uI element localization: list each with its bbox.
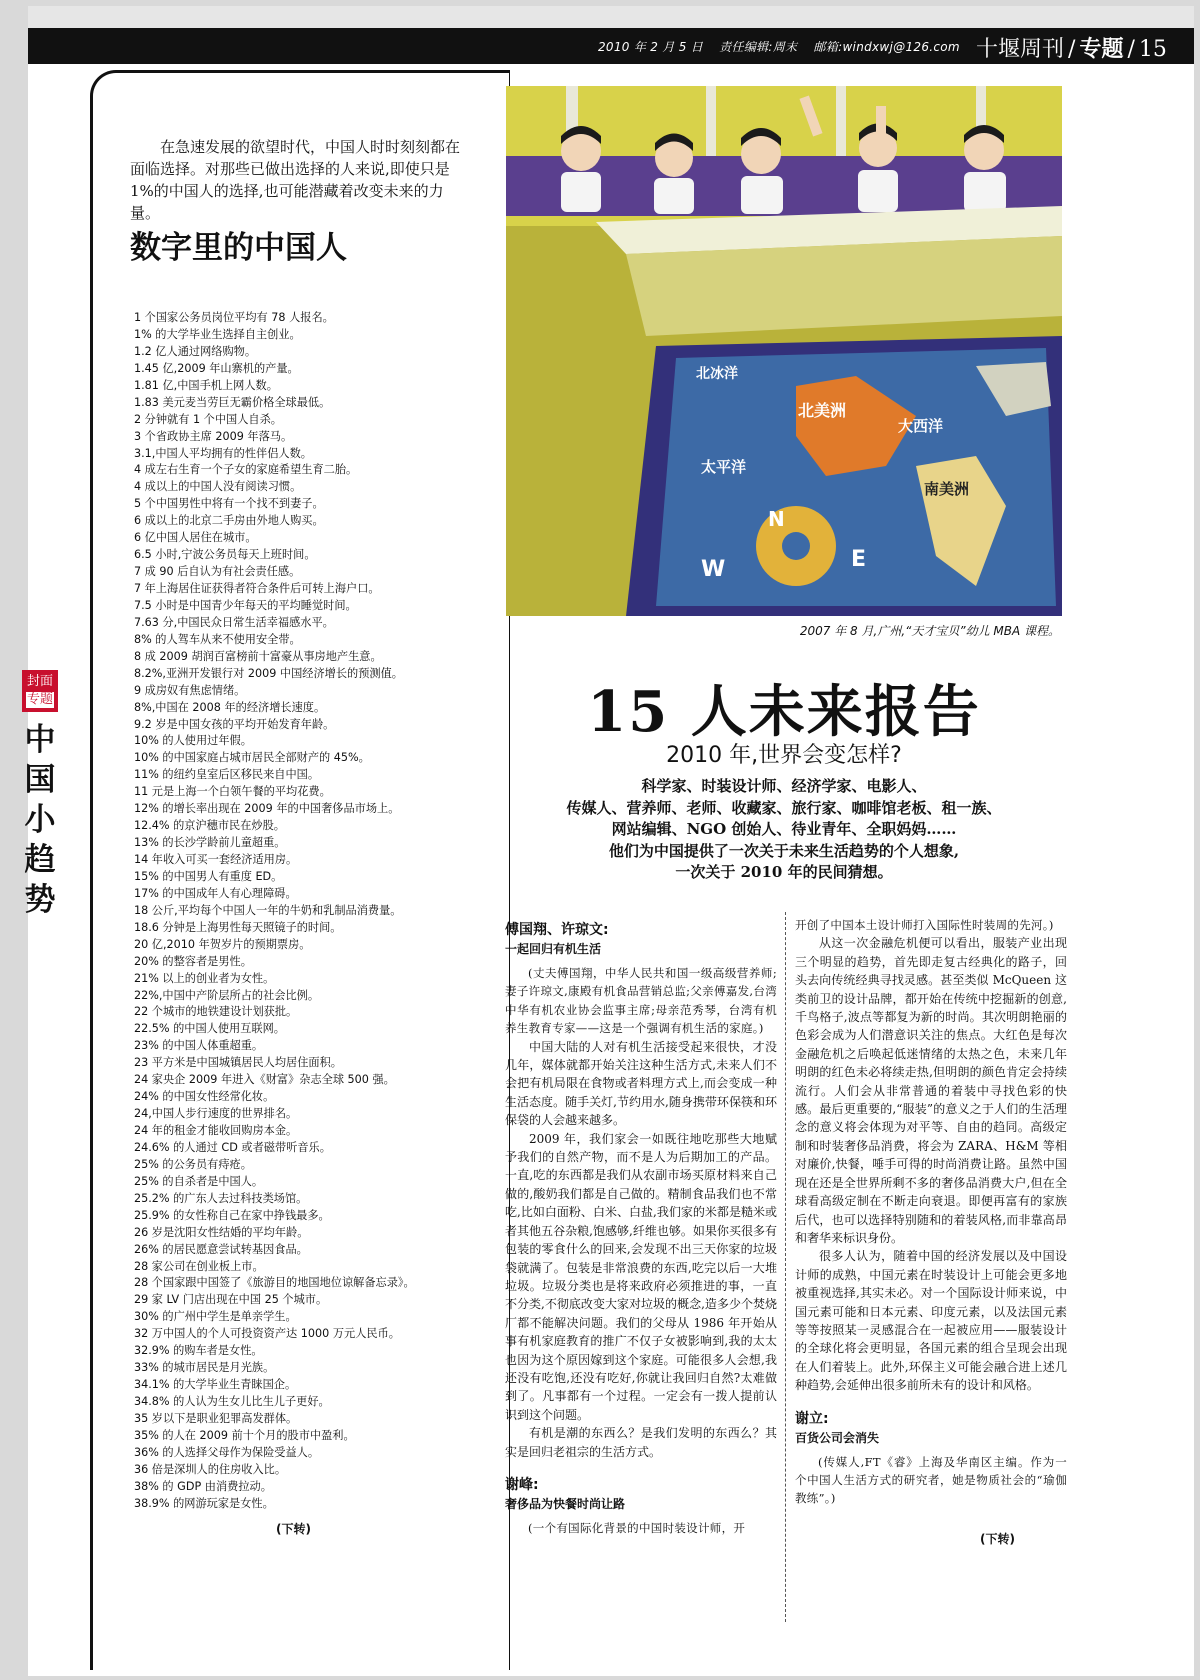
stat-item: 25.9% 的女性称自己在家中挣钱最多。 (134, 1208, 330, 1222)
classroom-photo-illustration (506, 86, 1062, 616)
stat-item: 4 成以上的中国人没有阅读习惯。 (134, 480, 302, 494)
stat-item: 6 亿中国人居住在城市。 (134, 531, 257, 545)
top-margin-strip (28, 6, 1194, 28)
stat-item: 11 元是上海一个白领午餐的平均花费。 (134, 785, 331, 799)
stat-item: 6.5 小时,宁波公务员每天上班时间。 (134, 548, 316, 562)
stat-item: 17% 的中国成年人有心理障碍。 (134, 886, 297, 900)
spacer (505, 1461, 777, 1475)
stat-item: 25% 的公务员有痔疮。 (134, 1157, 252, 1171)
stat-item: 4 成左右生育一个子女的家庭希望生育二胎。 (134, 463, 358, 477)
stat-item: 8% 的人驾车从来不使用安全带。 (134, 632, 301, 646)
author-name: 谢立: (795, 1410, 829, 1427)
stat-item: 11% 的纽约皇室后区移民来自中国。 (134, 768, 320, 782)
compass-e: E (851, 547, 867, 572)
stat-item: 35 岁以下是职业犯罪高发群体。 (134, 1411, 298, 1425)
issue-date: 2010 年 2 月 5 日 (598, 40, 704, 54)
author-topic: 奢侈品为快餐时尚让路 (505, 1496, 626, 1511)
magazine-name: 十堰周刊 (976, 37, 1065, 62)
stat-item: 22.5% 的中国人使用互联网。 (134, 1022, 285, 1036)
stat-item: 1 个国家公务员岗位平均有 78 人报名。 (134, 311, 334, 324)
author-note: (传媒人,FT《睿》上海及华南区主编。作为一个中国人生活方式的研究者，她是物质社会的“瑜伽教练”。) (795, 1454, 1067, 1506)
map-label-pacific: 太平洋 (701, 458, 747, 476)
vertical-section-title: 中国小趋势 (24, 722, 56, 918)
stat-item: 38% 的 GDP 由消费拉动。 (134, 1479, 272, 1493)
stat-item: 35% 的人在 2009 前十个月的股市中盈利。 (134, 1428, 355, 1442)
author-name: 谢峰: (505, 1476, 539, 1493)
article-paragraph: 很多人认为，随着中国的经济发展以及中国设计师的成熟，中国元素在时装设计上可能会更多地被重视选择,其实未必。对一个国际设计师来说，中国元素可能和日本元素、印度元素，以及法国元素等等按照某一灵感混合在一起被应用——服装设计的全球化将会更明显，各国元素的组合呈现会出现在人们着装上。此外,环保主义可能会融合进上述几种趋势,会延伸出很多前所未有的设计和风格。 (795, 1249, 1067, 1393)
map-label-atlantic: 大西洋 (898, 417, 944, 435)
stat-item: 23 平方米是中国城镇居民人均居住面积。 (134, 1056, 342, 1070)
stat-item: 2 分钟就有 1 个中国人自杀。 (134, 412, 282, 426)
stat-item: 12.4% 的京沪穗市民在炒股。 (134, 819, 285, 833)
photo-caption: 2007 年 8 月,广州,“天才宝贝”幼儿 MBA 课程。 (799, 624, 1060, 638)
feature-intro: 在急速发展的欲望时代，中国人时时刻刻都在面临选择。对那些已做出选择的人来说,即使只是1%的中国人的选择,也可能潜藏着改变未来的力量。 (130, 138, 461, 222)
stat-item: 32.9% 的购车者是女性。 (134, 1344, 263, 1358)
deck-line: 网站编辑、NGO 创始人、待业青年、全职妈妈…… (611, 820, 957, 838)
map-label-north-america: 北美洲 (798, 401, 847, 420)
stat-item: 13% 的长沙学龄前儿童超重。 (134, 836, 286, 850)
stat-item: 7.5 小时是中国青少年每天的平均睡觉时间。 (134, 598, 357, 612)
stat-item: 6 成以上的北京二手房由外地人购买。 (134, 514, 324, 528)
section-name: 专题 (1079, 36, 1124, 62)
stat-item: 8%,中国在 2008 年的经济增长速度。 (134, 700, 326, 714)
stat-item: 1.83 美元麦当劳巨无霸价格全球最低。 (134, 395, 331, 409)
stat-item: 5 个中国男性中将有一个找不到妻子。 (134, 497, 324, 511)
stat-item: 14 年收入可买一套经济适用房。 (134, 853, 298, 866)
page-number: 15 (1138, 37, 1167, 62)
author-name: 傅国翔、许琼文: (505, 922, 609, 938)
author-topic: 百货公司会消失 (795, 1430, 880, 1445)
stat-item: 3.1,中国人平均拥有的性伴侣人数。 (134, 446, 312, 460)
stat-item: 18.6 分钟是上海男性每天照镜子的时间。 (134, 920, 342, 934)
section-tag (22, 670, 62, 920)
stat-item: 32 万中国人的个人可投资资产达 1000 万元人民币。 (134, 1327, 400, 1341)
deck-line: 他们为中国提供了一次关于未来生活趋势的个人想象, (608, 841, 960, 860)
stats-list (134, 310, 474, 1513)
stat-item: 29 家 LV 门店出现在中国 25 个城市。 (134, 1293, 328, 1307)
stat-item: 33% 的城市居民是月光族。 (134, 1361, 275, 1375)
stat-item: 28 个国家跟中国签了《旅游目的地国地位谅解备忘录》。 (134, 1276, 415, 1290)
continued-label: (下转) (276, 1522, 311, 1536)
map-label-south-america: 南美洲 (924, 480, 970, 498)
stat-item: 10% 的中国家庭占城市居民全部财产的 45%。 (134, 751, 370, 765)
stat-item: 8.2%,亚洲开发银行对 2009 中国经济增长的预测值。 (134, 666, 403, 680)
stat-item: 24,中国人步行速度的世界排名。 (134, 1107, 298, 1121)
headline-subtitle: 2010 年,世界会变怎样? (666, 743, 902, 768)
stat-item: 24 家央企 2009 年进入《财富》杂志全球 500 强。 (134, 1073, 395, 1087)
stat-item: 1% 的大学毕业生选择自主创业。 (134, 327, 301, 341)
stat-item: 1.81 亿,中国手机上网人数。 (134, 378, 278, 392)
stat-item: 12% 的增长率出现在 2009 年的中国奢侈品市场上。 (134, 802, 400, 816)
stat-item: 22%,中国中产阶层所占的社会比例。 (134, 988, 320, 1002)
section-badge (22, 670, 58, 712)
continued-label: (下转) (980, 1532, 1015, 1546)
article-paragraph: 有机是潮的东西么？是我们发明的东西么？其实是回归老祖宗的生活方式。 (505, 1426, 777, 1459)
map-label-arctic: 北冰洋 (696, 366, 738, 382)
stat-item: 34.8% 的人认为生女儿比生儿子更好。 (134, 1395, 330, 1408)
feature-title: 数字里的中国人 (130, 230, 347, 266)
stat-item: 10% 的人使用过年假。 (134, 734, 252, 748)
section-badge-line2: 专题 (26, 692, 53, 707)
deck-line: 传媒人、营养师、老师、收藏家、旅行家、咖啡馆老板、租一族、 (566, 798, 1002, 817)
article-paragraph: 2009 年，我们家会一如既往地吃那些大地赋予我们的自然产物，而不是人为后期加工的产品。一直,吃的东西都是我们从农副市场买原材料来自己做的,酸奶我们都是自己做的。精制食品我们也不常吃,比如白面粉、白米、白盐,我们家的米都是糙米或者其他五谷杂粮,饱感够,纤维也够。如果你买很多有包装的零食什么的回来,会发现不出三天你家的垃圾袋就满了。包装是非常浪费的东西,吃完以后一大堆垃圾。垃圾分类也是将来政府必须推进的事，一直不分类,不彻底改变大家对垃圾的概念,造多少个焚烧厂都不能解决问题。我们的父母从 1986 年开始从事有机家庭教育的推广不仅子女被影响到,我的太太也因为这个原因嫁到这个家庭。可能很多人会想,我还没有吃饱,还没有吃好,你就让我回归自然?太难做到了。凡事都有一个过程。一定会有一拨人提前认识到这个问题。 (505, 1131, 777, 1422)
stat-item: 25% 的自杀者是中国人。 (134, 1174, 264, 1188)
stat-item: 3 个省政协主席 2009 年落马。 (134, 429, 293, 443)
article-paragraph: 中国大陆的人对有机生活接受起来很快，才没几年，媒体就都开始关注这种生活方式,未来人们不会把有机局限在食物或者料理方式上,而会变成一种生活态度。随手关灯,节约用水,随身携带环保筷和环保袋的人会越来越多。 (505, 1039, 777, 1128)
divider-slash: / (1068, 37, 1076, 62)
stat-item: 7 成 90 后自认为有社会责任感。 (134, 565, 301, 579)
page-header (28, 28, 1194, 64)
stat-item: 20% 的整容者是男性。 (134, 954, 252, 968)
stat-item: 23% 的中国人体重超重。 (134, 1039, 264, 1053)
stat-item: 15% 的中国男人有重度 ED。 (134, 869, 283, 883)
article-paragraph: 从这一次金融危机便可以看出，服装产业出现三个明显的趋势，首先即走复古经典化的路子，回头去向传统经典寻找灵感。甚至类似 McQueen 这类前卫的设计品牌，都开始在传统中挖掘新的创意,千鸟格子,波点等都复为新的时尚。其次明朗艳丽的色彩会成为人们潜意识关注的焦点。大红色是每次金融危机之后唤起低迷情绪的太热之色，未来几年明朗的红色未必将续走热,但明朗的颜色肯定会持续流行。人们会从非常普通的着装中寻找色彩的快感。最后更重要的,“服装”的意义之于人们的生活理念的意义将会体现为对平等、自由的趋同。高级定制和时装奢侈品消费，将会为 ZARA、H&M 等相对廉价,快餐，唾手可得的时尚消费让路。虽然中国现在还是全世界所剩不多的奢侈品消费大户,但在全球看高级定制在不断走向衰退。即便再富有的家族后代，也可以选择特别随和的着装风格,而非靠高昂和奢华来标识身份。 (795, 936, 1067, 1245)
stat-item: 30% 的广州中学生是单亲学生。 (134, 1310, 297, 1324)
stat-item: 9.2 岁是中国女孩的平均开始发育年龄。 (134, 717, 335, 731)
article-column-2 (795, 916, 1067, 1616)
author-note-continued: 开创了中国本土设计师打入国际性时装周的先河。) (795, 918, 1054, 932)
author-note: (一个有国际化背景的中国时装设计师，开 (528, 1520, 746, 1535)
stat-item: 36 倍是深圳人的住房收入比。 (134, 1462, 287, 1476)
author-note: (丈夫傅国翔，中华人民共和国一级高级营养师;妻子许琼文,康殿有机食品营销总监;父亲傅嘉发,台湾中华有机农业协会监事主席;母亲范秀琴，台湾有机养生教育专家——这是一个强调有机生活的家庭。) (505, 966, 777, 1036)
stat-item: 20 亿,2010 年贺岁片的预期票房。 (134, 937, 311, 951)
spacer (795, 1395, 1067, 1409)
stat-item: 22 个城市的地铁建设计划获批。 (134, 1005, 298, 1019)
stat-item: 18 公斤,平均每个中国人一年的牛奶和乳制品消费量。 (134, 903, 402, 917)
stat-item: 34.1% 的大学毕业生青睐国企。 (134, 1378, 297, 1392)
stat-item: 36% 的人选择父母作为保险受益人。 (134, 1445, 320, 1459)
classroom-photo (506, 86, 1062, 616)
stat-item: 7 年上海居住证获得者符合条件后可转上海户口。 (134, 582, 380, 595)
header-info (598, 38, 972, 55)
stat-item: 26% 的居民愿意尝试转基因食品。 (134, 1242, 308, 1256)
main-headline: 15 人未来报告 (587, 679, 981, 745)
stat-item: 24.6% 的人通过 CD 或者磁带听音乐。 (134, 1140, 331, 1154)
section-badge-line1: 封面 (26, 674, 53, 689)
stat-item: 24% 的中国女性经常化妆。 (134, 1090, 275, 1104)
compass-w: W (701, 557, 726, 582)
divider-slash: / (1127, 37, 1135, 62)
stat-item: 1.2 亿人通过网络购物。 (134, 344, 257, 358)
stat-item: 8 成 2009 胡润百富榜前十富豪从事房地产生意。 (134, 649, 382, 663)
stat-item: 21% 以上的创业者为女性。 (134, 971, 275, 985)
stat-item: 38.9% 的网游玩家是女性。 (134, 1496, 274, 1510)
stat-item: 7.63 分,中国民众日常生活幸福感水平。 (134, 615, 334, 629)
compass-n: N (768, 507, 785, 531)
stat-item: 28 家公司在创业板上市。 (134, 1259, 264, 1273)
article-column-1 (505, 920, 777, 1620)
author-topic: 一起回归有机生活 (505, 942, 602, 956)
column-divider (785, 912, 786, 1622)
stat-item: 26 岁是沈阳女性结婚的平均年龄。 (134, 1225, 309, 1239)
stat-item: 24 年的租金才能收回购房本金。 (134, 1124, 298, 1137)
editor-email: 邮箱:windxwj@126.com (813, 40, 960, 54)
headline-deck (506, 776, 1062, 884)
editor-name: 责任编辑:周末 (719, 40, 798, 54)
masthead (976, 32, 1167, 63)
stat-item: 25.2% 的广东人去过科技类场馆。 (134, 1191, 308, 1205)
stat-item: 1.45 亿,2009 年山寨机的产量。 (134, 361, 299, 375)
stat-item: 9 成房奴有焦虑情绪。 (134, 683, 246, 697)
deck-line: 科学家、时装设计师、经济学家、电影人、 (641, 777, 927, 795)
deck-line: 一次关于 2010 年的民间猜想。 (675, 863, 893, 881)
